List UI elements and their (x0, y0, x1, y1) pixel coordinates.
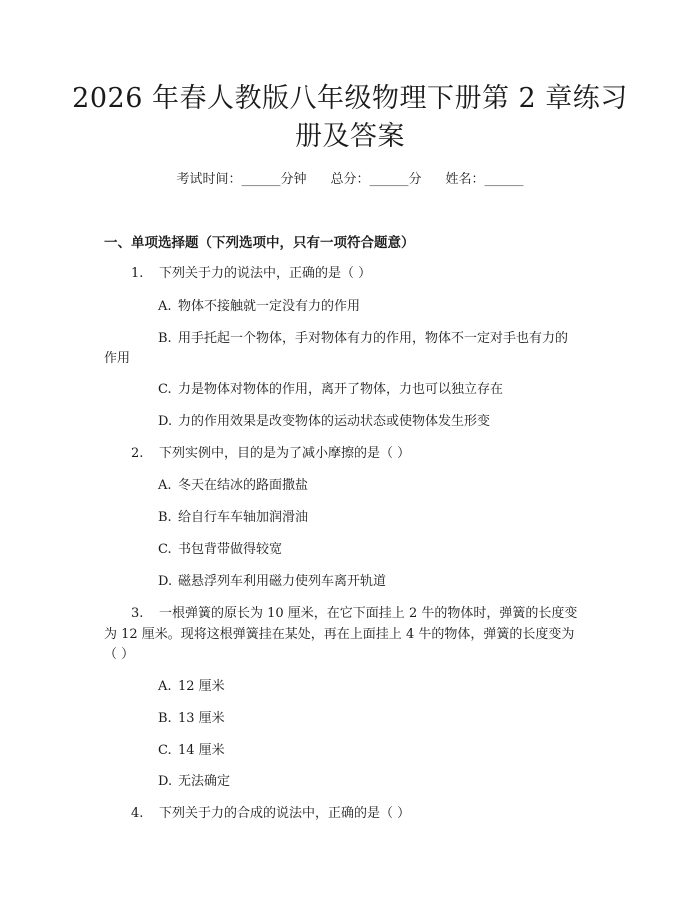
question-number: 1. (131, 266, 144, 281)
exam-time-field: 考试时间：______分钟 (176, 172, 307, 187)
option-letter: A. (158, 679, 172, 694)
question-text: 一根弹簧的原长为 10 厘米，在它下面挂上 2 牛的物体时，弹簧的长度变 (159, 606, 578, 621)
option-text: 用手托起一个物体，手对物体有力的作用，物体不一定对手也有力的 (178, 331, 569, 346)
question-1-option-a (158, 295, 360, 314)
question-3-stem (131, 602, 577, 621)
option-text: 物体不接触就一定没有力的作用 (178, 299, 361, 314)
question-1-stem (131, 262, 371, 281)
option-letter: D. (158, 774, 173, 789)
title-line-1: 2026 年春人教版八年级物理下册第 2 章练习 (72, 83, 628, 114)
option-text: 14 厘米 (178, 743, 225, 758)
option-text: 无法确定 (178, 774, 231, 789)
total-score-field: 总分：______分 (330, 172, 422, 187)
option-letter: D. (158, 414, 173, 429)
question-number: 3. (131, 606, 144, 621)
question-1-option-c (158, 378, 503, 397)
option-letter: B. (158, 711, 172, 726)
question-text: 下列实例中，目的是为了减小摩擦的是（ ） (159, 446, 411, 461)
option-text: 书包背带做得较宽 (178, 542, 283, 557)
option-text: 力的作用效果是改变物体的运动状态或使物体发生形变 (178, 414, 491, 429)
question-1-option-b (158, 327, 568, 346)
option-letter: A. (158, 299, 172, 314)
option-text: 给自行车车轴加润滑油 (178, 510, 309, 525)
option-text: 13 厘米 (178, 711, 225, 726)
question-1-option-b-continued: 作用 (104, 351, 131, 366)
question-2-option-a (158, 474, 308, 493)
option-letter: D. (158, 574, 173, 589)
question-2-option-b (158, 506, 308, 525)
document-title (60, 80, 640, 156)
option-letter: C. (158, 382, 172, 397)
option-letter: C. (158, 542, 172, 557)
question-3-option-c (158, 739, 225, 758)
option-letter: B. (158, 510, 172, 525)
question-2-option-c (158, 538, 282, 557)
question-1-option-d (158, 410, 490, 429)
option-letter: C. (158, 743, 172, 758)
question-2-option-d (158, 570, 386, 589)
question-3-option-d (158, 770, 230, 789)
question-3-option-b (158, 707, 225, 726)
question-text: 下列关于力的合成的说法中，正确的是（ ） (159, 806, 411, 821)
question-2-stem (131, 442, 410, 461)
question-3-stem-continued-1: 为 12 厘米。现将这根弹簧挂在某处，再在上面挂上 4 牛的物体，弹簧的长度变为 (104, 627, 575, 642)
exam-meta (0, 168, 700, 187)
option-letter: A. (158, 478, 172, 493)
question-text: 下列关于力的说法中，正确的是（ ） (159, 266, 372, 281)
title-line-2: 册及答案 (295, 121, 405, 152)
name-field: 姓名：______ (445, 172, 524, 187)
option-letter: B. (158, 331, 172, 346)
question-number: 2. (131, 446, 144, 461)
option-text: 12 厘米 (178, 679, 225, 694)
option-text: 磁悬浮列车利用磁力使列车离开轨道 (178, 574, 387, 589)
question-3-stem-continued-2: （ ） (104, 647, 135, 662)
option-text: 力是物体对物体的作用，离开了物体，力也可以独立存在 (178, 382, 504, 397)
question-number: 4. (131, 806, 144, 821)
question-4-stem (131, 802, 410, 821)
option-text: 冬天在结冰的路面撒盐 (178, 478, 309, 493)
question-3-option-a (158, 675, 225, 694)
section-heading: 一、单项选择题（下列选项中，只有一项符合题意） (104, 235, 415, 251)
